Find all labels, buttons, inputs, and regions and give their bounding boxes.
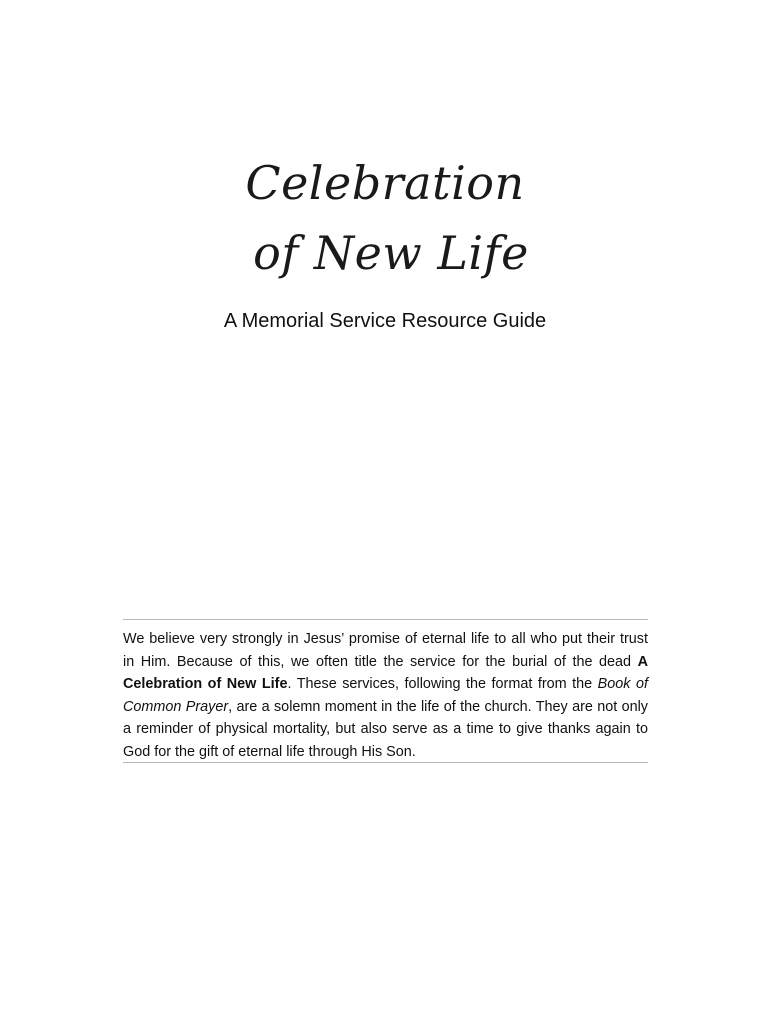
bottom-divider bbox=[123, 762, 648, 763]
intro-bold-title: A Celebration of New Life bbox=[123, 653, 648, 693]
intro-text-part-1: We believe very strongly in Jesus’ promise of eternal life to all who put their trust in Him. Because of this, we often title the service for the burial of the dead bbox=[123, 631, 648, 670]
subtitle: A Memorial Service Resource Guide bbox=[223, 310, 547, 332]
intro-text-part-3: , are a solemn moment in the life of the church. They are not only a reminder of physical mortality, but also serve as a time to give thanks again to God for the gift of eternal life through His Son. bbox=[123, 698, 648, 760]
intro-text-part-2: . These services, following the format from the bbox=[287, 676, 598, 693]
top-divider bbox=[123, 619, 648, 620]
intro-paragraph bbox=[123, 628, 648, 764]
intro-book-title: Book of Common Prayer bbox=[123, 676, 648, 715]
title-line-2: of New Life bbox=[253, 226, 529, 280]
title-line-1: Celebration bbox=[245, 156, 525, 210]
